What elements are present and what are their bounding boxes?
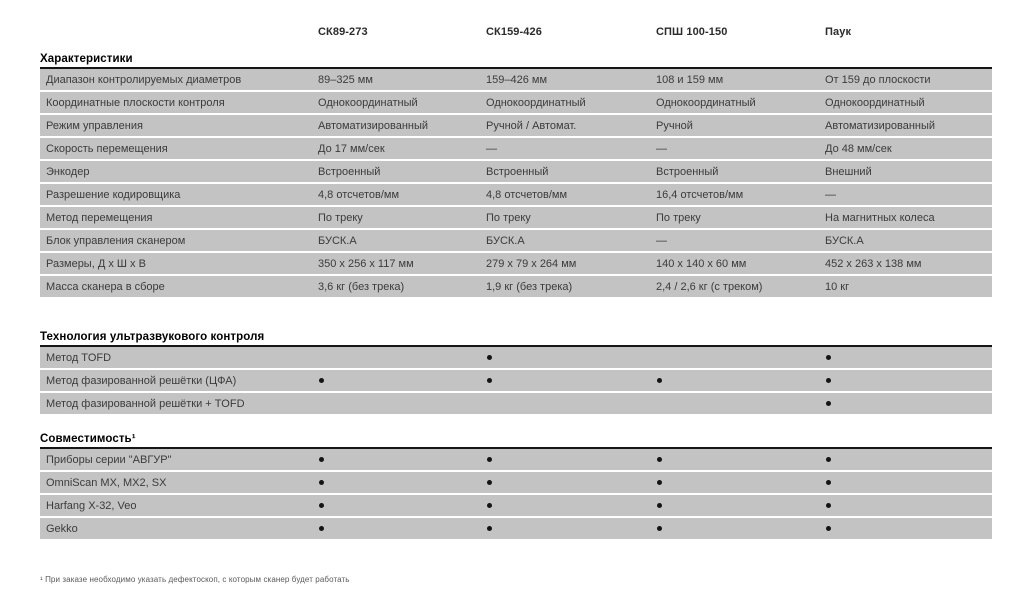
row-label: Gekko <box>46 522 78 535</box>
feature-dot-icon <box>657 503 662 508</box>
row-value-cell <box>656 375 825 387</box>
row-value-cell: 16,4 отсчетов/мм <box>656 188 744 201</box>
section-compatibility <box>40 432 992 539</box>
row-label: Размеры, Д х Ш х В <box>46 257 146 270</box>
row-value-cell: Внешний <box>825 165 872 178</box>
row-value-cell: 2,4 / 2,6 кг (с треком) <box>656 280 763 293</box>
table-row <box>40 69 992 90</box>
row-value-cell: 3,6 кг (без трека) <box>318 280 405 293</box>
row-value-cell: 1,9 кг (без трека) <box>486 280 573 293</box>
row-value-cell: 89–325 мм <box>318 73 373 86</box>
section-title-ultrasonic-technology: Технология ультразвукового контроля <box>40 331 265 343</box>
feature-dot-icon <box>826 401 831 406</box>
row-value-cell <box>825 375 992 387</box>
row-value-cell: Однокоординатный <box>656 96 756 109</box>
row-value-cell: — <box>656 234 667 247</box>
row-value-cell <box>486 352 656 364</box>
column-header-sk89-273: СК89-273 <box>318 26 368 38</box>
row-value-cell: — <box>825 188 836 201</box>
table-row <box>40 115 992 136</box>
row-value-cell <box>825 352 992 364</box>
feature-dot-icon <box>826 503 831 508</box>
section-title-characteristics: Характеристики <box>40 53 133 65</box>
table-row <box>40 449 992 470</box>
feature-dot-icon <box>487 526 492 531</box>
table-row <box>40 184 992 205</box>
row-value-cell: На магнитных колеса <box>825 211 935 224</box>
table-row <box>40 276 992 297</box>
row-value-cell: Однокоординатный <box>825 96 925 109</box>
row-value-cell: Однокоординатный <box>486 96 586 109</box>
feature-dot-icon <box>657 378 662 383</box>
table-row <box>40 347 992 368</box>
feature-dot-icon <box>319 457 324 462</box>
feature-dot-icon <box>826 526 831 531</box>
table-row <box>40 230 992 251</box>
feature-dot-icon <box>826 355 831 360</box>
table-row <box>40 393 992 414</box>
feature-dot-icon <box>487 480 492 485</box>
row-value-cell: Однокоординатный <box>318 96 418 109</box>
row-value-cell: — <box>656 142 667 155</box>
table-row <box>40 495 992 516</box>
row-label: Метод фазированной решётки (ЦФА) <box>46 374 237 387</box>
row-value-cell: 4,8 отсчетов/мм <box>318 188 400 201</box>
feature-dot-icon <box>826 378 831 383</box>
feature-dot-icon <box>657 457 662 462</box>
footnote: ¹ При заказе необходимо указать дефектоскоп, с которым сканер будет работать <box>40 575 350 584</box>
feature-dot-icon <box>319 480 324 485</box>
table-row <box>40 472 992 493</box>
row-value-cell <box>656 454 825 466</box>
row-label: Энкодер <box>46 165 90 178</box>
row-value-cell: До 17 мм/сек <box>318 142 385 155</box>
table-row <box>40 370 992 391</box>
row-value-cell: От 159 до плоскости <box>825 73 931 86</box>
feature-dot-icon <box>487 355 492 360</box>
row-label: Метод перемещения <box>46 211 153 224</box>
feature-dot-icon <box>826 457 831 462</box>
row-value-cell <box>656 500 825 512</box>
feature-dot-icon <box>487 378 492 383</box>
row-value-cell: До 48 мм/сек <box>825 142 892 155</box>
row-value-cell <box>318 523 486 535</box>
row-value-cell: По треку <box>486 211 531 224</box>
row-value-cell: БУСК.А <box>825 234 864 247</box>
row-label: Приборы серии "АВГУР" <box>46 453 172 466</box>
table-sections <box>40 52 992 539</box>
section-body-compatibility <box>40 447 992 539</box>
row-value-cell <box>318 500 486 512</box>
row-value-cell: 10 кг <box>825 280 850 293</box>
table-row <box>40 253 992 274</box>
section-body-ultrasonic-technology <box>40 345 992 414</box>
row-value-cell: 279 x 79 x 264 мм <box>486 257 577 270</box>
section-body-characteristics <box>40 67 992 297</box>
row-label: Блок управления сканером <box>46 234 186 247</box>
row-label: Метод TOFD <box>46 351 112 364</box>
table-row <box>40 518 992 539</box>
row-value-cell <box>825 500 992 512</box>
column-header-spsh-100-150: СПШ 100-150 <box>656 26 728 38</box>
column-header-sk159-426: СК159-426 <box>486 26 542 38</box>
row-label: Метод фазированной решётки + TOFD <box>46 397 245 410</box>
row-label: Режим управления <box>46 119 143 132</box>
feature-dot-icon <box>319 378 324 383</box>
row-label: Диапазон контролируемых диаметров <box>46 73 242 86</box>
row-value-cell: Ручной <box>656 119 693 132</box>
row-value-cell <box>825 454 992 466</box>
row-value-cell: 350 x 256 x 117 мм <box>318 257 414 270</box>
row-value-cell: 159–426 мм <box>486 73 548 86</box>
section-characteristics <box>40 52 992 297</box>
row-value-cell: Встроенный <box>656 165 719 178</box>
row-value-cell: Встроенный <box>486 165 549 178</box>
row-value-cell: Автоматизированный <box>825 119 936 132</box>
feature-dot-icon <box>657 526 662 531</box>
section-ultrasonic-technology <box>40 330 992 414</box>
row-label: Разрешение кодировщика <box>46 188 181 201</box>
row-value-cell <box>318 477 486 489</box>
feature-dot-icon <box>826 480 831 485</box>
feature-dot-icon <box>319 503 324 508</box>
row-label: Скорость перемещения <box>46 142 168 155</box>
row-value-cell: По треку <box>318 211 363 224</box>
row-value-cell <box>318 375 486 387</box>
table-row <box>40 138 992 159</box>
section-title-compatibility: Совместимость¹ <box>40 433 136 445</box>
feature-dot-icon <box>319 526 324 531</box>
row-value-cell <box>486 454 656 466</box>
row-value-cell: Ручной / Автомат. <box>486 119 577 132</box>
row-value-cell: Встроенный <box>318 165 381 178</box>
row-value-cell <box>318 454 486 466</box>
row-value-cell: 452 x 263 x 138 мм <box>825 257 922 270</box>
row-value-cell <box>825 477 992 489</box>
table-row <box>40 92 992 113</box>
column-header-pauk: Паук <box>825 26 852 38</box>
table-row <box>40 207 992 228</box>
row-value-cell: По треку <box>656 211 701 224</box>
row-value-cell <box>486 477 656 489</box>
row-value-cell <box>486 500 656 512</box>
column-header-row <box>40 25 992 39</box>
row-value-cell <box>825 523 992 535</box>
row-value-cell: 140 x 140 x 60 мм <box>656 257 747 270</box>
row-label: OmniScan MX, MX2, SX <box>46 476 167 489</box>
row-value-cell: 4,8 отсчетов/мм <box>486 188 568 201</box>
row-value-cell <box>825 398 992 410</box>
row-label: Координатные плоскости контроля <box>46 96 225 109</box>
row-value-cell: БУСК.А <box>318 234 357 247</box>
feature-dot-icon <box>487 503 492 508</box>
table-row <box>40 161 992 182</box>
row-value-cell: Автоматизированный <box>318 119 429 132</box>
row-value-cell: — <box>486 142 497 155</box>
row-value-cell <box>656 477 825 489</box>
row-value-cell: БУСК.А <box>486 234 525 247</box>
feature-dot-icon <box>487 457 492 462</box>
row-value-cell: 108 и 159 мм <box>656 73 724 86</box>
row-value-cell <box>656 523 825 535</box>
column-header-spacer <box>40 25 318 39</box>
row-label: Масса сканера в сборе <box>46 280 165 293</box>
row-label: Harfang X-32, Veo <box>46 499 137 512</box>
feature-dot-icon <box>657 480 662 485</box>
row-value-cell <box>486 375 656 387</box>
row-value-cell <box>486 523 656 535</box>
